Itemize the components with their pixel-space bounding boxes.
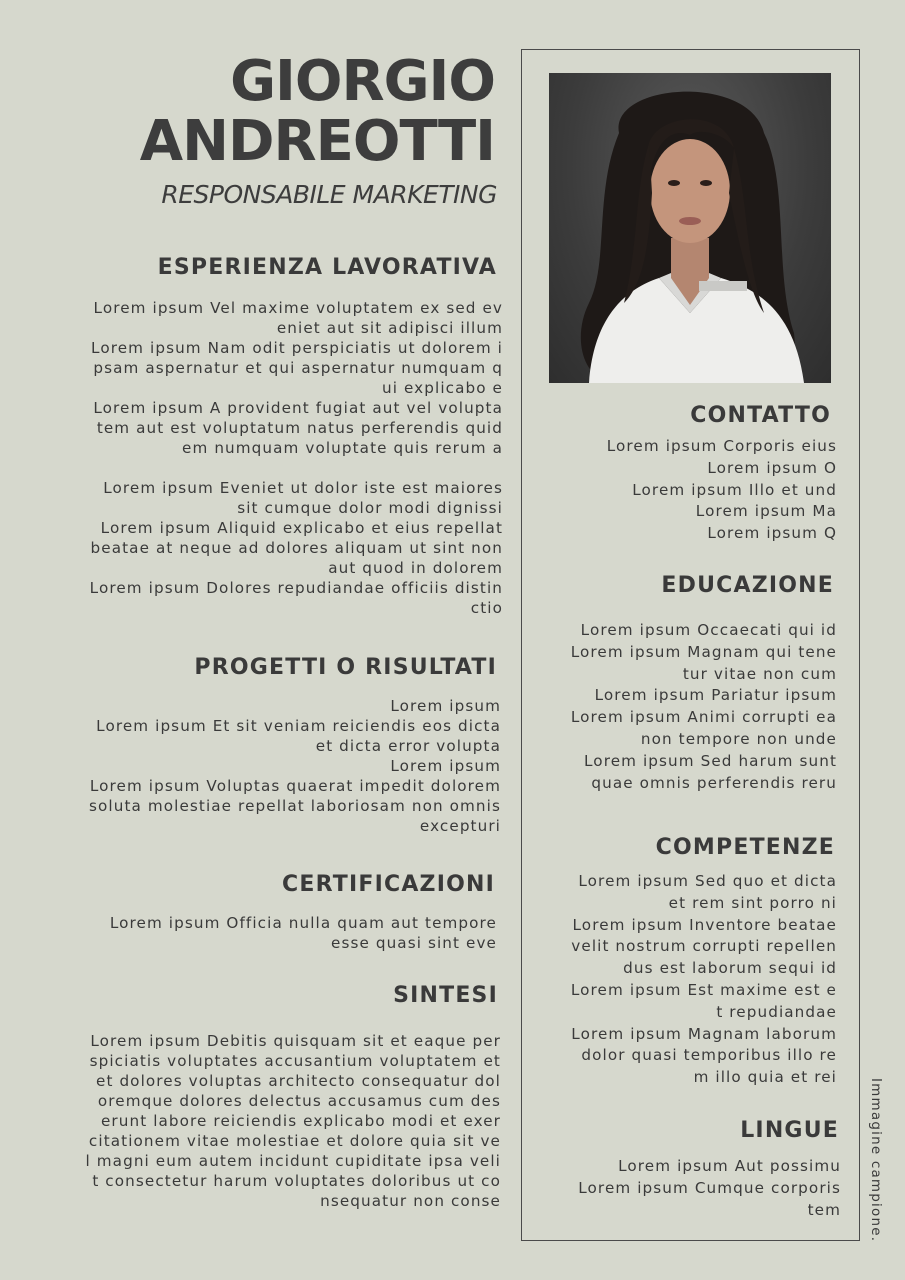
- text-line: Lorem ipsum Vel maxime voluptatem ex sed ev: [93, 299, 503, 317]
- text-line: Lorem ipsum Illo et und: [632, 480, 837, 499]
- text-line: Lorem ipsum Pariatur ipsum: [594, 686, 837, 705]
- text-line: Lorem ipsum O: [707, 458, 837, 477]
- text-line: Lorem ipsum Occaecati qui id: [580, 621, 837, 639]
- first-name: GIORGIO: [230, 49, 495, 114]
- text-line: Lorem ipsum Est maxime est e: [570, 980, 837, 999]
- skills-text: [537, 871, 837, 1089]
- text-line: Lorem ipsum Animi corrupti ea: [570, 708, 837, 727]
- text-line: tur vitae non cum: [682, 664, 837, 683]
- projects-heading: PROGETTI O RISULTATI: [194, 655, 497, 680]
- text-line: excepturi: [419, 817, 501, 835]
- text-line: ctio: [470, 599, 503, 617]
- text-line: [43, 458, 503, 478]
- skills-heading: COMPETENZE: [655, 835, 835, 860]
- projects-text: [41, 696, 501, 836]
- contact-heading: CONTATTO: [690, 403, 831, 428]
- portrait-illustration: [549, 73, 831, 383]
- text-line: Lorem ipsum Dolores repudiandae officiis distin: [89, 579, 503, 597]
- text-line: beatae at neque ad dolores aliquam ut sint non: [90, 539, 503, 557]
- text-line: dus est laborum sequi id: [623, 959, 837, 978]
- text-line: quae omnis perferendis reru: [591, 773, 837, 792]
- text-line: Lorem ipsum A provident fugiat aut vel volupta: [93, 399, 503, 417]
- text-line: Lorem ipsum Voluptas quaerat impedit dolorem: [89, 777, 501, 795]
- text-line: Lorem ipsum Cumque corporis: [578, 1178, 841, 1197]
- education-text: [537, 620, 837, 794]
- text-line: spiciatis voluptates accusantium voluptatem et: [89, 1052, 501, 1070]
- text-line: Lorem ipsum Et sit veniam reiciendis eos dicta: [96, 717, 501, 735]
- text-line: sit cumque dolor modi dignissi: [237, 499, 503, 517]
- languages-heading: LINGUE: [740, 1118, 839, 1143]
- text-line: tem: [807, 1200, 841, 1219]
- text-line: l magni eum autem incidunt cupiditate ipsa veli: [85, 1152, 501, 1170]
- text-line: Lorem ipsum Aut possimu: [618, 1157, 841, 1175]
- profile-photo: [549, 73, 831, 383]
- text-line: Lorem ipsum Nam odit perspiciatis ut dolorem i: [91, 339, 503, 357]
- text-line: Lorem ipsum Aliquid explicabo et eius repellat: [100, 519, 503, 537]
- education-heading: EDUCAZIONE: [661, 573, 834, 598]
- text-line: dolor quasi temporibus illo re: [581, 1046, 837, 1065]
- text-line: em numquam voluptate quis rerum a: [182, 439, 503, 457]
- text-line: Lorem ipsum Officia nulla quam aut tempore: [109, 914, 497, 932]
- text-line: nsequatur non conse: [320, 1192, 501, 1210]
- text-line: m illo quia et rei: [693, 1068, 837, 1087]
- text-line: ui explicabo e: [382, 379, 503, 397]
- text-line: Lorem ipsum: [390, 757, 501, 775]
- text-line: t consectetur harum voluptates doloribus ut co: [92, 1172, 501, 1190]
- text-line: erunt labore reiciendis explicabo modi et exer: [100, 1112, 501, 1130]
- text-line: psam aspernatur et qui aspernatur numquam q: [93, 359, 503, 377]
- text-line: Lorem ipsum: [390, 697, 501, 715]
- text-line: Lorem ipsum Ma: [695, 502, 837, 521]
- text-line: et dolores voluptas architecto consequatur dol: [96, 1072, 501, 1090]
- text-line: esse quasi sint eve: [331, 934, 497, 952]
- experience-heading: ESPERIENZA LAVORATIVA: [157, 255, 497, 280]
- text-line: Lorem ipsum Q: [707, 524, 837, 543]
- text-line: soluta molestiae repellat laboriosam non omnis: [89, 797, 501, 815]
- text-line: aut quod in dolorem: [328, 559, 503, 577]
- full-name: [139, 49, 495, 174]
- certifications-text: [37, 913, 497, 953]
- text-line: et rem sint porro ni: [668, 893, 837, 912]
- text-line: Lorem ipsum Magnam qui tene: [570, 642, 837, 661]
- text-line: t repudiandae: [716, 1002, 837, 1021]
- text-line: Lorem ipsum Sed quo et dicta: [578, 872, 837, 890]
- job-title: RESPONSABILE MARKETING: [161, 180, 497, 209]
- text-line: Lorem ipsum Eveniet ut dolor iste est maiores: [103, 479, 503, 497]
- text-line: tem aut est voluptatum natus perferendis quid: [96, 419, 503, 437]
- text-line: citationem vitae molestiae et dolore quia sit ve: [88, 1132, 501, 1150]
- text-line: Lorem ipsum Sed harum sunt: [584, 751, 837, 770]
- languages-text: [541, 1156, 841, 1221]
- last-name: ANDREOTTI: [139, 109, 495, 174]
- text-line: Lorem ipsum Inventore beatae: [572, 915, 837, 934]
- text-line: Lorem ipsum Debitis quisquam sit et eaque per: [90, 1032, 501, 1050]
- text-line: Lorem ipsum Magnam laborum: [571, 1024, 837, 1043]
- text-line: velit nostrum corrupti repellen: [571, 937, 837, 956]
- experience-text: [43, 298, 503, 618]
- contact-text: [537, 436, 837, 545]
- text-line: et dicta error volupta: [315, 737, 501, 755]
- text-line: non tempore non unde: [640, 729, 837, 748]
- sample-image-note: Immagine campione.: [868, 1078, 884, 1243]
- summary-text: [41, 1031, 501, 1211]
- certifications-heading: CERTIFICAZIONI: [282, 872, 495, 897]
- text-line: oremque dolores delectus accusamus cum des: [97, 1092, 501, 1110]
- text-line: Lorem ipsum Corporis eius: [606, 437, 837, 455]
- summary-heading: SINTESI: [393, 983, 498, 1008]
- text-line: eniet aut sit adipisci illum: [276, 319, 503, 337]
